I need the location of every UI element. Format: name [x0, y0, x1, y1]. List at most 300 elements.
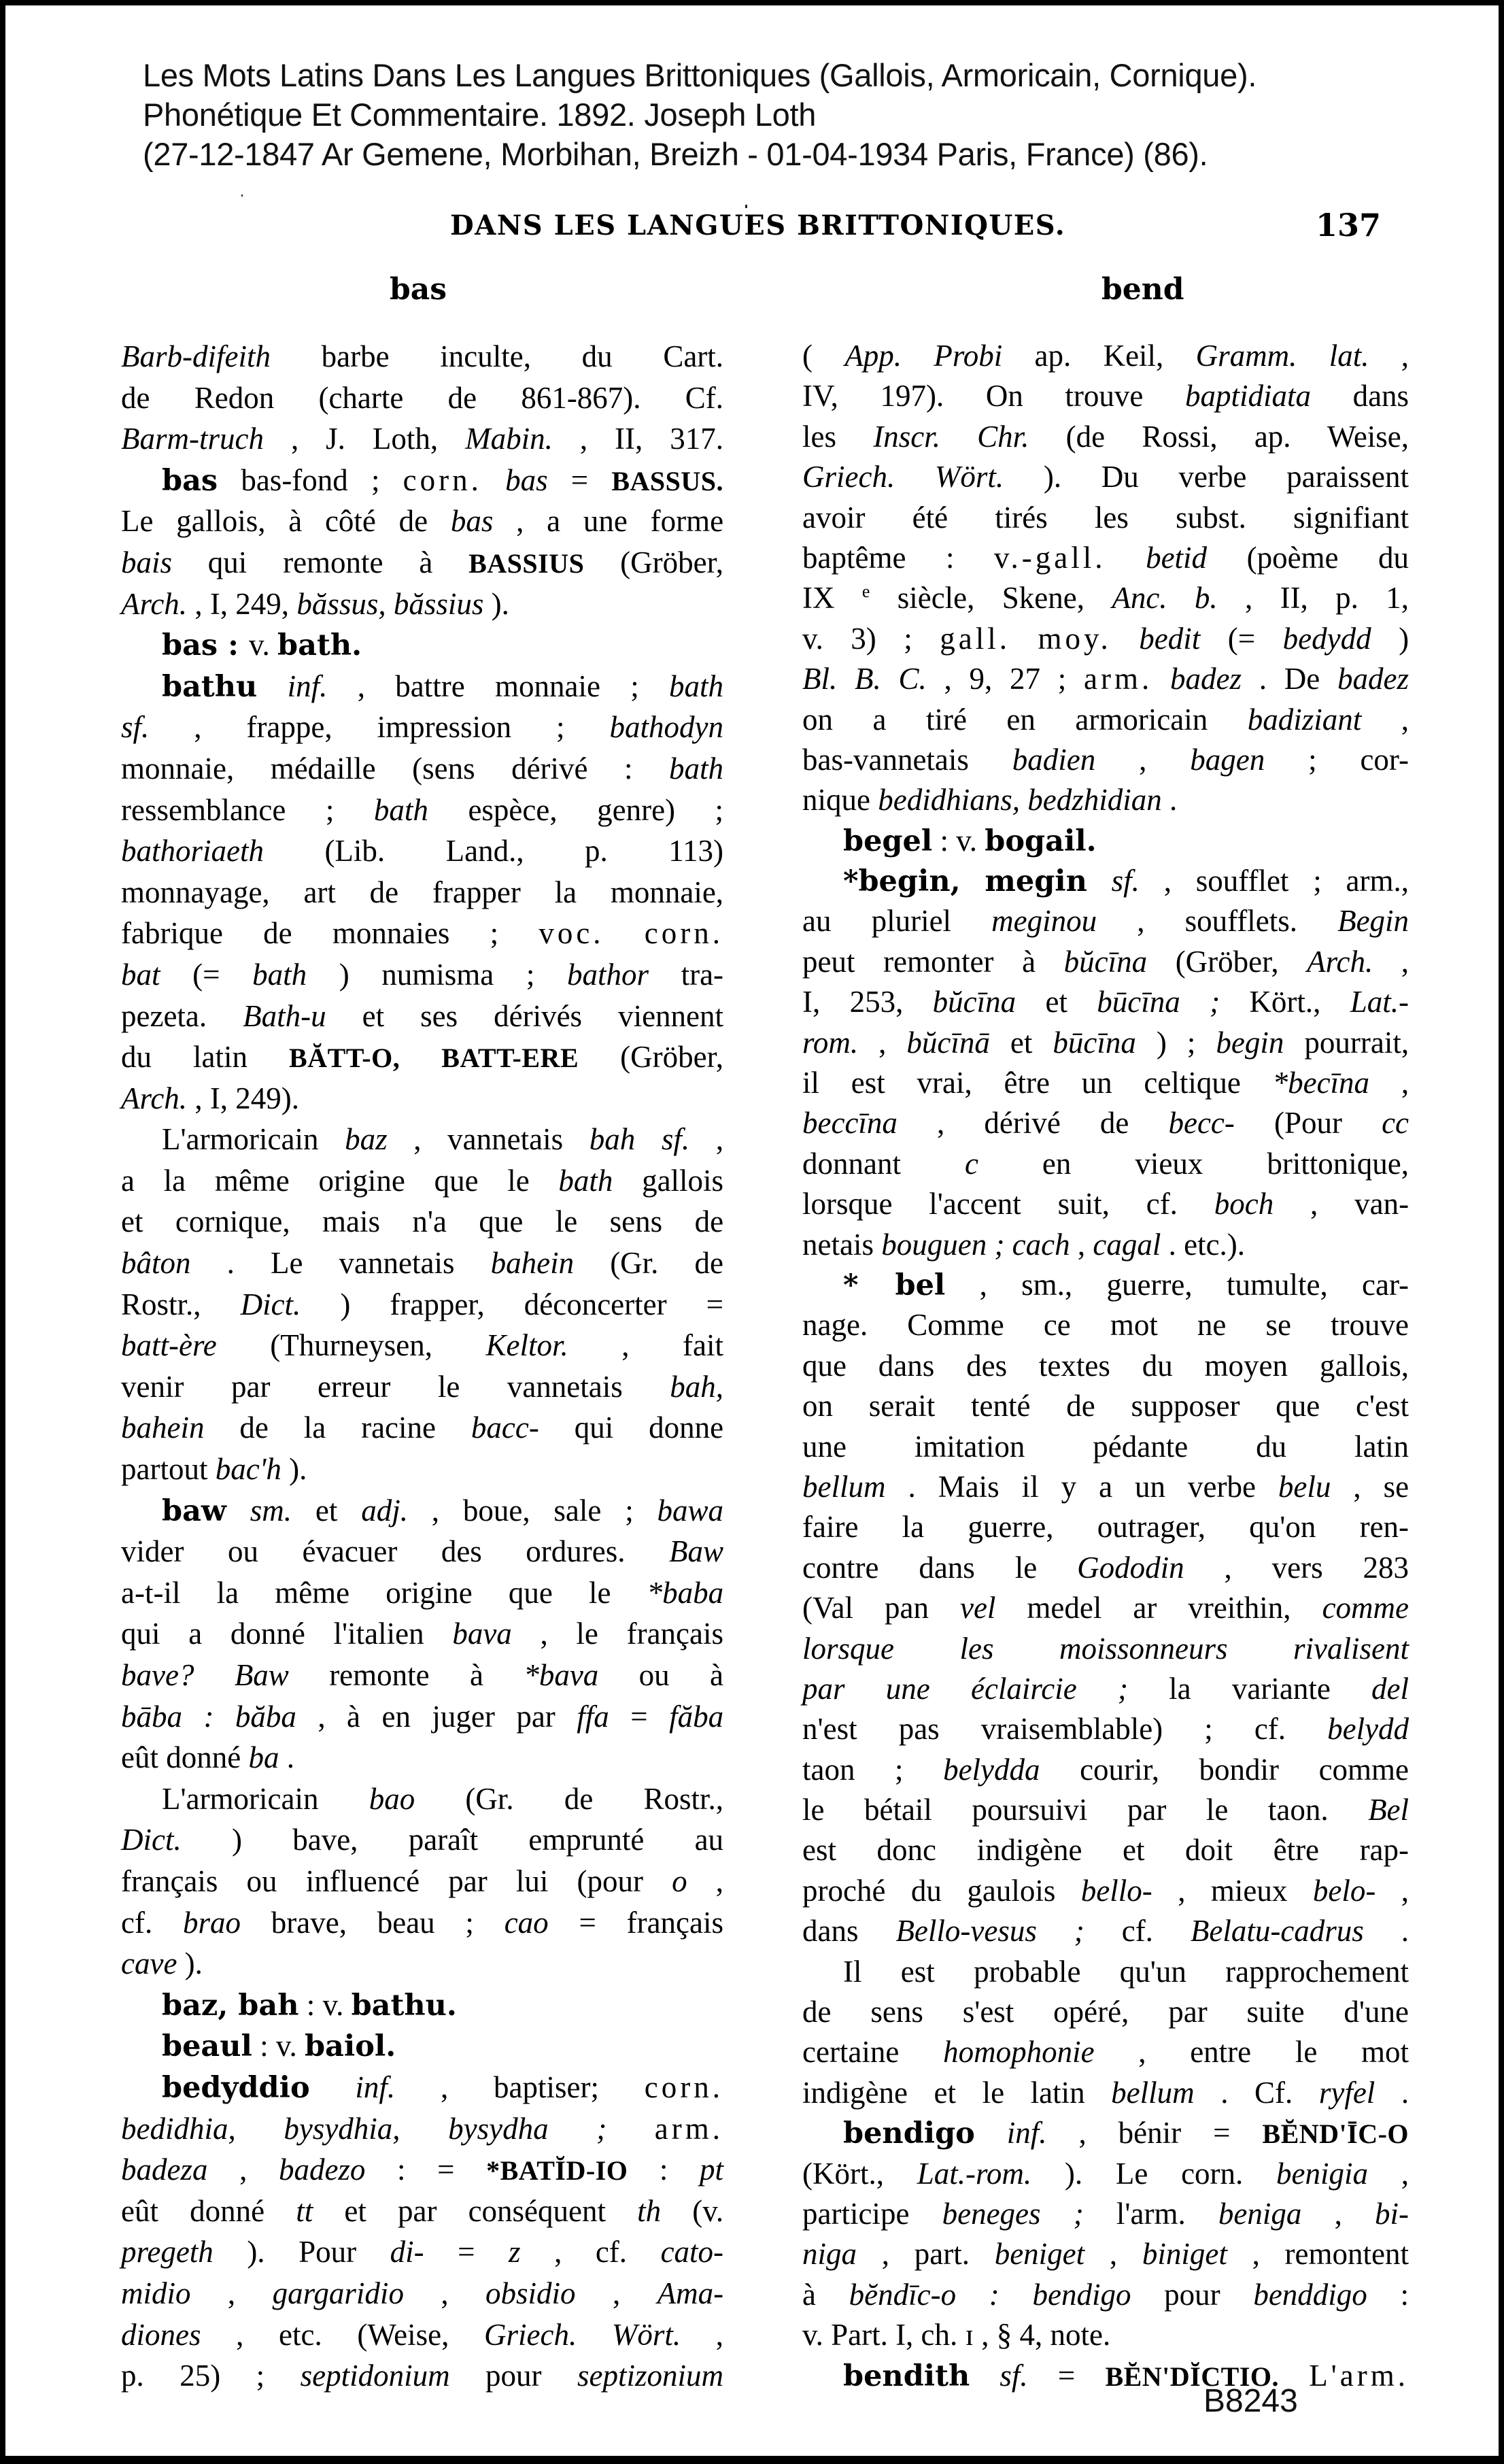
- text-line: [121, 1119, 723, 1160]
- text-run: pt: [700, 2153, 724, 2187]
- text-run: Anc.: [1112, 581, 1167, 615]
- text-run: ,: [979, 1267, 987, 1302]
- text-run: serait: [868, 1389, 936, 1423]
- text-run: Keil,: [1103, 339, 1164, 373]
- text-run: armoricain: [1075, 702, 1208, 737]
- guide-word-left: bas: [390, 272, 447, 307]
- text-run: bi-: [1375, 2196, 1409, 2231]
- text-run: suite: [1246, 1995, 1305, 2029]
- text-line: [802, 1103, 1409, 1143]
- text-line: [802, 538, 1409, 578]
- text-run: BĔN'DĬCTIO.: [1105, 2361, 1279, 2392]
- text-line: [121, 1902, 723, 1944]
- text-run: (Gr.: [465, 1781, 514, 1816]
- text-run: la: [554, 875, 577, 909]
- text-run: bas: [505, 462, 548, 497]
- text-run: (Gröber,: [620, 545, 723, 579]
- text-run: gall.: [940, 621, 1010, 656]
- text-run: sens: [870, 1995, 923, 2029]
- text-run: et: [1123, 1833, 1145, 1868]
- text-run: bas-fond ;: [241, 462, 380, 497]
- text-run: belydda: [943, 1752, 1040, 1787]
- text-run: Chr.: [977, 419, 1029, 454]
- text-run: belo-: [1312, 1873, 1376, 1908]
- text-run: gaulois: [967, 1873, 1056, 1908]
- text-run: sf.: [121, 710, 150, 745]
- text-run: que: [1276, 1389, 1320, 1423]
- text-run: badiziant: [1247, 702, 1362, 737]
- text-run: à: [1022, 944, 1036, 979]
- text-run: (Gröber,: [1175, 944, 1279, 979]
- text-run: cor-: [1360, 742, 1409, 777]
- document-caption: [143, 56, 1401, 174]
- text-run: juger: [432, 1699, 495, 1734]
- text-run: et: [1045, 985, 1067, 1019]
- text-column-right: [802, 336, 1409, 2396]
- text-run: nage.: [802, 1308, 868, 1343]
- text-run: Dict.: [240, 1287, 301, 1321]
- text-line: [121, 2149, 723, 2191]
- text-run: ce: [1043, 1308, 1071, 1343]
- text-run: vannetais: [507, 1369, 623, 1404]
- text-run: de: [369, 875, 399, 909]
- text-run: cf.: [1146, 1187, 1178, 1221]
- text-run: , II, 317.: [579, 422, 723, 456]
- text-run: de: [239, 1411, 269, 1445]
- text-line: [802, 1750, 1409, 1790]
- text-run: français: [626, 1905, 724, 1940]
- text-run: barbe: [321, 339, 390, 373]
- text-run: netais: [802, 1227, 882, 1262]
- text-run: biniget: [1142, 2237, 1227, 2272]
- text-run: cave: [121, 1946, 177, 1981]
- text-run: pour: [1164, 2277, 1220, 2312]
- text-run: comme: [1322, 1591, 1409, 1625]
- text-run: . etc.).: [1168, 1227, 1246, 1262]
- text-run: on: [802, 1389, 833, 1423]
- text-run: cornique,: [175, 1204, 290, 1239]
- text-run: guerre,: [1106, 1267, 1193, 1302]
- text-run: Arch.: [121, 1081, 188, 1115]
- text-run: qui: [207, 545, 247, 579]
- text-run: de: [1066, 1389, 1095, 1423]
- text-run: et: [121, 1204, 143, 1239]
- text-run: pregeth: [121, 2235, 213, 2269]
- text-run: déconcerter: [524, 1287, 667, 1321]
- text-run: ).: [1043, 460, 1062, 494]
- text-run: suit,: [1057, 1187, 1110, 1221]
- text-run: ).: [491, 586, 509, 621]
- text-run: bat: [121, 957, 160, 992]
- text-run: Lat.-rom.: [917, 2156, 1032, 2191]
- text-run: a: [1099, 1469, 1113, 1504]
- text-run: a: [121, 1163, 135, 1198]
- text-run: ba: [248, 1740, 279, 1775]
- text-run: monnaies ;: [332, 916, 499, 951]
- text-run: bave?: [121, 1658, 194, 1692]
- text-line: [121, 2314, 723, 2356]
- text-run: ): [339, 957, 349, 992]
- text-run: dans: [878, 1348, 935, 1383]
- text-run: siècle,: [897, 581, 975, 615]
- text-run: =: [1057, 2358, 1076, 2393]
- text-run: I, 253,: [802, 985, 904, 1019]
- text-run: un: [1081, 1066, 1112, 1100]
- text-run: bava: [452, 1617, 512, 1651]
- text-run: racine: [361, 1411, 436, 1445]
- text-run: , I, 249).: [194, 1081, 300, 1115]
- text-run: Bl. B. C.: [802, 662, 927, 696]
- text-run: pan: [884, 1591, 929, 1625]
- text-run: courir,: [1080, 1752, 1159, 1787]
- text-run: rivalisent: [1293, 1631, 1409, 1666]
- page-number: 137: [1316, 207, 1382, 243]
- text-line: [121, 1531, 723, 1572]
- text-line: [802, 2073, 1409, 2113]
- text-run: bais: [121, 545, 173, 579]
- text-run: bâton: [121, 1246, 191, 1281]
- text-run: Le: [1115, 2156, 1148, 2191]
- text-run: en: [1042, 1146, 1072, 1181]
- text-line: [121, 501, 723, 542]
- headword: bendith: [843, 2359, 970, 2393]
- text-run: ): [1399, 621, 1409, 656]
- text-run: , bénir: [1078, 2116, 1182, 2150]
- text-run: Il: [843, 1954, 862, 1989]
- text-run: emprunté: [528, 1823, 645, 1857]
- text-run: bao: [369, 1781, 415, 1816]
- headword: bendigo: [843, 2116, 975, 2151]
- text-line: [121, 2067, 723, 2108]
- text-run: conséquent: [468, 2193, 606, 2228]
- text-run: , § 4, note.: [981, 2318, 1111, 2352]
- text-run: participe: [802, 2196, 910, 2231]
- text-run: . Mais: [908, 1469, 999, 1504]
- text-run: =: [630, 1699, 648, 1734]
- text-run: les: [959, 1631, 994, 1666]
- text-run: Gododin: [1077, 1550, 1184, 1585]
- text-run: corn.: [1181, 2156, 1244, 2191]
- text-run: qu'un: [1119, 1954, 1186, 1989]
- text-run: la: [902, 1510, 925, 1545]
- text-run: partout: [121, 1452, 216, 1487]
- headword: megin: [985, 864, 1087, 899]
- text-run: . Le: [226, 1246, 303, 1281]
- text-run: ɪ: [965, 2318, 974, 2352]
- text-line: [121, 2108, 723, 2150]
- text-run: peut: [802, 944, 855, 979]
- text-run: Rostr.,: [643, 1781, 724, 1816]
- text-line: [802, 1790, 1409, 1830]
- text-run: =: [458, 2235, 475, 2269]
- text-run: est: [851, 1066, 885, 1100]
- text-line: [121, 1490, 723, 1532]
- text-run: ,: [194, 710, 202, 745]
- text-run: bas: [450, 504, 494, 539]
- text-run: ar: [1133, 1591, 1157, 1625]
- text-line: [121, 1160, 723, 1202]
- text-run: ,: [1401, 2156, 1409, 2191]
- text-run: pluriel: [871, 904, 952, 939]
- text-run: (pour: [577, 1863, 643, 1898]
- text-line: [802, 1386, 1409, 1426]
- text-run: ap.: [1254, 419, 1291, 454]
- text-run: le: [437, 1369, 460, 1404]
- text-line: [121, 790, 723, 831]
- text-run: tumulte,: [1226, 1267, 1328, 1302]
- text-run: (Gröber,: [620, 1040, 724, 1075]
- text-run: , remontent: [1252, 2237, 1409, 2272]
- text-line: [121, 1819, 723, 1861]
- text-run: mot: [1110, 1308, 1158, 1343]
- text-run: benddigo: [1253, 2277, 1367, 2312]
- text-run: bah sf.: [589, 1122, 690, 1157]
- text-run: que: [802, 1348, 847, 1383]
- text-run: le: [507, 1163, 530, 1198]
- text-run: dérivés: [494, 998, 583, 1033]
- text-run: gallois,: [1319, 1348, 1409, 1383]
- text-run: à: [288, 504, 303, 539]
- text-run: Barb-difeith: [121, 339, 271, 373]
- text-run: être: [1004, 1066, 1050, 1100]
- text-run: beneges ;: [942, 2196, 1084, 2231]
- text-run: Bel: [1368, 1793, 1409, 1827]
- text-line: [121, 336, 723, 377]
- text-run: bac'h: [215, 1452, 281, 1487]
- text-run: mot: [1361, 2035, 1409, 2070]
- text-run: dans: [802, 1914, 859, 1948]
- text-run: bondir: [1199, 1752, 1280, 1787]
- text-line: [802, 2315, 1409, 2355]
- text-run: ou: [246, 1863, 277, 1898]
- scan-speck: [745, 205, 747, 208]
- text-run: sale ;: [553, 1493, 634, 1528]
- text-line: [802, 1144, 1409, 1184]
- text-run: *BATĬD-IO: [486, 2155, 628, 2187]
- text-run: ): [340, 1287, 351, 1321]
- scanned-page: [5, 5, 1499, 2456]
- text-run: outrager,: [1097, 1510, 1206, 1545]
- text-run: del: [1371, 1671, 1409, 1706]
- text-run: l'italien: [333, 1617, 424, 1651]
- text-run: voc.: [539, 916, 604, 951]
- text-run: du: [581, 339, 613, 373]
- text-run: batt-ère: [121, 1328, 217, 1363]
- text-line: [121, 1449, 723, 1490]
- text-run: monnayage,: [121, 875, 270, 909]
- text-run: trouve: [1065, 379, 1144, 414]
- text-run: dérivé: [984, 1106, 1061, 1141]
- text-run: vrai,: [917, 1066, 972, 1100]
- text-run: bĕndīc-o :: [849, 2277, 999, 2312]
- text-run: ,: [1137, 904, 1145, 939]
- text-run: p. 25) ;: [121, 2359, 265, 2393]
- text-run: 283: [1363, 1550, 1409, 1585]
- headword: bas :: [162, 628, 249, 663]
- text-run: :: [1400, 2277, 1409, 2312]
- text-run: cao: [504, 1905, 549, 1940]
- text-run: , soufflet ;: [1163, 864, 1322, 898]
- text-run: a: [547, 504, 561, 539]
- text-run: beau ;: [377, 1905, 474, 1940]
- text-run: gargaridio: [272, 2276, 404, 2310]
- text-run: corn.: [644, 2070, 723, 2104]
- running-head-title: DANS LES LANGUES BRITTONIQUES.: [450, 209, 1066, 241]
- text-run: Redon: [194, 380, 275, 415]
- text-run: frappe,: [246, 710, 332, 745]
- text-run: ): [231, 1823, 242, 1857]
- text-run: vraisemblable) ;: [980, 1712, 1213, 1746]
- text-run: ).: [289, 1452, 307, 1487]
- text-run: *baba: [647, 1575, 724, 1610]
- text-run: , vannetais: [413, 1122, 564, 1157]
- text-run: art: [303, 875, 336, 909]
- text-run: Skene,: [1002, 581, 1084, 615]
- headword: bedyddio: [162, 2070, 310, 2105]
- text-run: niga: [802, 2237, 857, 2272]
- text-run: celtique: [1144, 1066, 1241, 1100]
- text-run: Bath-u: [243, 998, 326, 1033]
- text-run: rap-: [1359, 1833, 1409, 1868]
- text-run: ,: [715, 1863, 724, 1898]
- text-line: [802, 861, 1409, 901]
- text-run: van-: [1354, 1187, 1409, 1221]
- text-run: dans: [1352, 379, 1409, 414]
- text-run: que: [434, 1163, 479, 1198]
- headword: *begin,: [843, 864, 961, 899]
- text-run: (=: [1227, 621, 1256, 656]
- text-run: , cf.: [554, 2235, 628, 2269]
- text-run: arm.: [1084, 662, 1153, 696]
- text-run: bedydd: [1282, 621, 1371, 656]
- text-run: remonte: [283, 545, 383, 579]
- text-run: pas: [898, 1712, 940, 1746]
- headword: bogail.: [985, 824, 1097, 858]
- text-line: [802, 1669, 1409, 1709]
- text-run: un: [1135, 1469, 1166, 1504]
- text-run: bathodyn: [609, 710, 724, 745]
- text-run: bagen: [1190, 742, 1265, 777]
- text-line: [802, 1023, 1409, 1063]
- text-run: ses: [420, 998, 458, 1033]
- text-run: remonte: [329, 1658, 430, 1692]
- text-line: [802, 498, 1409, 538]
- text-run: le: [1295, 2035, 1318, 2070]
- text-run: car-: [1362, 1267, 1409, 1302]
- text-run: contre: [802, 1550, 879, 1585]
- text-run: qui: [574, 1411, 614, 1445]
- text-line: [121, 954, 723, 996]
- text-run: , 9, 27 ;: [944, 662, 1067, 696]
- text-run: sf.: [999, 2358, 1028, 2393]
- text-run: (Val: [802, 1591, 853, 1625]
- text-run: (sens: [412, 751, 475, 786]
- text-run: il: [802, 1066, 820, 1100]
- text-run: ren-: [1359, 1510, 1409, 1545]
- text-line: [121, 2273, 723, 2314]
- headword: baz, bah: [162, 1988, 299, 2023]
- text-line: [121, 377, 723, 419]
- text-run: imitation: [914, 1429, 1025, 1464]
- text-run: cagal: [1093, 1227, 1161, 1262]
- text-run: bāba :: [121, 1699, 214, 1734]
- text-run: bysydhia,: [284, 2111, 400, 2146]
- text-run: bacc-: [471, 1411, 539, 1445]
- text-run: Bello-vesus ;: [895, 1914, 1084, 1948]
- text-run: Wört.: [934, 460, 1004, 494]
- text-run: p.: [1335, 581, 1358, 615]
- text-line: [121, 624, 723, 666]
- text-run: , part.: [881, 2237, 970, 2272]
- text-run: Ama-: [657, 2276, 724, 2310]
- text-run: IV,: [802, 379, 838, 414]
- text-line: [802, 578, 1409, 618]
- text-line: [802, 1427, 1409, 1467]
- text-run: d'une: [1344, 1995, 1409, 2029]
- text-line: [121, 460, 723, 501]
- text-run: v.: [248, 628, 278, 662]
- text-run: français: [626, 1617, 723, 1651]
- text-run: indigène: [976, 1833, 1082, 1868]
- text-run: Wört.: [611, 2317, 681, 2352]
- text-run: le: [555, 1204, 578, 1239]
- text-run: ou: [638, 1658, 670, 1692]
- text-run: meginou: [991, 904, 1097, 939]
- text-run: .: [1401, 1914, 1409, 1948]
- text-line: [802, 1830, 1409, 1870]
- text-run: lui: [515, 1863, 549, 1898]
- text-run: donc: [876, 1833, 937, 1868]
- text-run: la: [303, 1411, 326, 1445]
- text-line: [121, 1655, 723, 1696]
- text-run: BĔND'ĪC-O: [1262, 2119, 1409, 2150]
- text-run: de: [694, 1204, 724, 1239]
- text-run: et: [1010, 1025, 1033, 1060]
- text-run: et: [934, 2075, 956, 2110]
- text-run: et: [315, 1493, 338, 1528]
- text-run: beccīna: [802, 1106, 898, 1141]
- text-run: le: [1206, 1793, 1229, 1827]
- text-run: BATT-ERE: [441, 1043, 579, 1074]
- text-run: eût: [121, 2193, 158, 2228]
- text-run: taon.: [1267, 1793, 1329, 1827]
- text-run: ,: [1109, 2237, 1118, 2272]
- text-run: baptême :: [802, 540, 955, 575]
- text-run: Kört.,: [1249, 985, 1321, 1019]
- text-run: .: [286, 1740, 294, 1775]
- text-line: [802, 982, 1409, 1022]
- text-run: doit: [1185, 1833, 1233, 1868]
- text-run: inf.: [287, 669, 328, 703]
- text-run: ,: [715, 2317, 723, 2352]
- text-run: eût donné: [121, 1740, 249, 1775]
- headword: baiol.: [304, 2029, 396, 2064]
- text-run: impression ;: [377, 710, 565, 745]
- text-run: des: [966, 1348, 1008, 1383]
- text-run: inculte,: [440, 339, 531, 373]
- text-column-left: [121, 336, 723, 2397]
- text-run: Pour: [298, 2235, 357, 2269]
- text-run: forme: [650, 504, 724, 539]
- text-line: [121, 1778, 723, 1820]
- text-run: 113): [668, 834, 724, 868]
- text-line: [802, 2275, 1409, 2315]
- text-run: et: [362, 998, 385, 1033]
- text-run: évacuer: [302, 1534, 398, 1569]
- text-line: [802, 376, 1409, 416]
- text-run: opéré,: [1053, 1995, 1129, 2029]
- text-run: il: [1021, 1469, 1039, 1504]
